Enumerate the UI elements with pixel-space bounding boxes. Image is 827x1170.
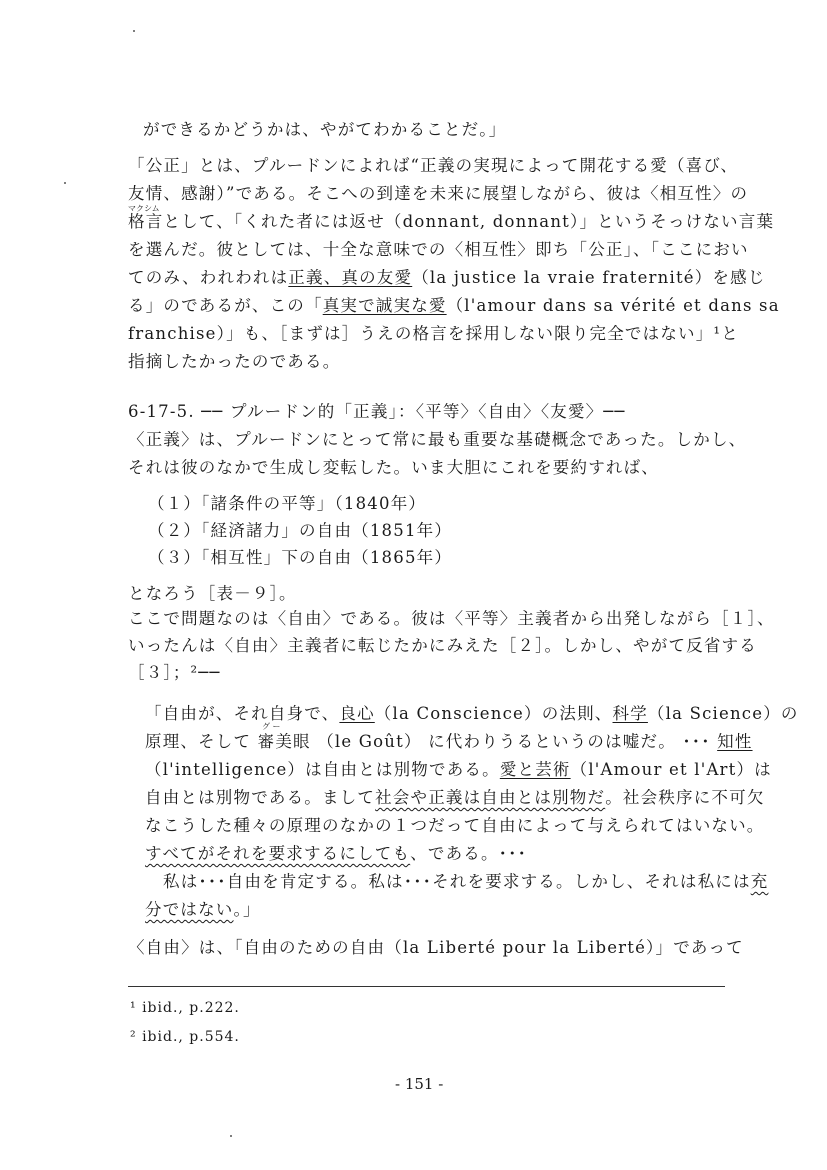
text: （l'Amour et l'Art）は: [570, 760, 772, 779]
text: 、である。･･･: [410, 844, 528, 863]
quote-line7: [163, 871, 768, 893]
quote-line5: なこうした種々の原理のなかの１つだって自由によって与えられてはいない。: [145, 816, 765, 835]
text: （la Science）の: [647, 704, 799, 723]
para1-line7: franchise）」も、［まずは］うえの格言を採用しない限り完全ではない」¹と: [128, 324, 739, 343]
emphasis-society: 社会や正義は自由とは別物だ: [375, 788, 606, 807]
emphasis-love: 真実で誠実な愛: [322, 296, 447, 315]
quote-line4: [145, 787, 765, 809]
opening-line: ができるかどうかは、やがてわかることだ。」: [143, 120, 507, 139]
quote-line8: [145, 899, 261, 921]
section-line4: ここで問題なのは〈自由〉である。彼は〈平等〉主義者から出発しながら［１］、: [128, 609, 775, 628]
text: 。社会秩序に不可欠: [605, 788, 765, 807]
list-item: （２）「経済諸力」の自由（1851年）: [148, 521, 453, 540]
para1-line5: [128, 267, 766, 289]
section-line6: ［３］；²──: [128, 663, 221, 682]
text: 原理、そして 審美眼 （le Goût） に代わりうるというのは嘘だ。 ･･･: [145, 732, 718, 751]
emphasis-justice: 正義、真の友愛: [288, 268, 413, 287]
text: る」のであるが、この「: [128, 296, 323, 315]
footnote-divider: [128, 986, 725, 987]
emphasis-art: 愛と芸術: [499, 760, 571, 779]
text: （l'intelligence）は自由とは別物である。: [145, 760, 500, 779]
section-heading: 6-17-5. ── プルードン的「正義」：〈平等〉〈自由〉〈友愛〉──: [128, 402, 626, 421]
list-item: （３）「相互性」下の自由（1865年）: [148, 548, 453, 567]
list-item: （１）「諸条件の平等」（1840年）: [148, 494, 427, 513]
quote-line3: [145, 759, 772, 781]
para1-line1: 「公正」とは、プルードンによれば“正義の実現によって開花する愛（喜び、: [128, 156, 739, 175]
quote-line6: [145, 843, 527, 865]
closing-line: 〈自由〉は、「自由のための自由（la Liberté pour la Liberté）」であって: [128, 938, 744, 957]
quote-line1: [145, 703, 799, 725]
footnote: ¹ ibid., p.222.: [130, 1000, 240, 1016]
emphasis-conscience: 良心: [339, 704, 375, 723]
text: 。」: [233, 900, 261, 919]
ruby-maxim: マクシム: [128, 204, 160, 213]
text: てのみ、われわれは: [128, 268, 289, 287]
text: （la justice la vraie fraternité）を感じ: [412, 268, 766, 287]
emphasis-demand: すべてがそれを要求するにしても: [145, 844, 411, 863]
text: 「自由が、それ自身で、: [145, 704, 340, 723]
emphasis-sufficient: 充: [750, 872, 769, 891]
para1-line8: 指摘したかったのである。: [128, 352, 341, 371]
page-number: - 151 -: [395, 1075, 444, 1093]
text: 自由とは別物である。まして: [145, 788, 376, 807]
para1-line6: [128, 295, 780, 317]
footnote: ² ibid., p.554.: [130, 1029, 240, 1045]
text: 私は･･･自由を肯定する。私は･･･それを要求する。しかし、それは私には: [163, 872, 751, 891]
emphasis-intelligence: 知性: [717, 732, 753, 751]
emphasis-sufficient: 分ではない: [145, 900, 234, 919]
section-line5: いったんは〈自由〉主義者に転じたかにみえた［２］。しかし、やがて反省する: [128, 636, 757, 655]
para1-line3: 格言として、「くれた者には返せ（donnant, donnant）」というそっけない言葉: [128, 212, 775, 231]
section-line3: となろう［表－９］。: [128, 584, 297, 603]
quote-line2: [145, 731, 753, 753]
ruby-gout: グ ー: [262, 722, 281, 731]
emphasis-science: 科学: [612, 704, 648, 723]
para1-line2: 友情、感謝）”である。そこへの到達を未来に展望しながら、彼は〈相互性〉の: [128, 184, 749, 203]
para1-line4: を選んだ。彼としては、十全な意味での〈相互性〉即ち「公正」、「ここにおい: [128, 240, 749, 259]
text: （la Conscience）の法則、: [374, 704, 613, 723]
section-line2: それは彼のなかで生成し変転した。いま大胆にこれを要約すれば、: [128, 458, 659, 477]
section-line1: 〈正義〉は、プルードンにとって常に最も重要な基礎概念であった。しかし、: [128, 430, 747, 449]
text: （l'amour dans sa vérité et dans sa: [446, 296, 780, 315]
